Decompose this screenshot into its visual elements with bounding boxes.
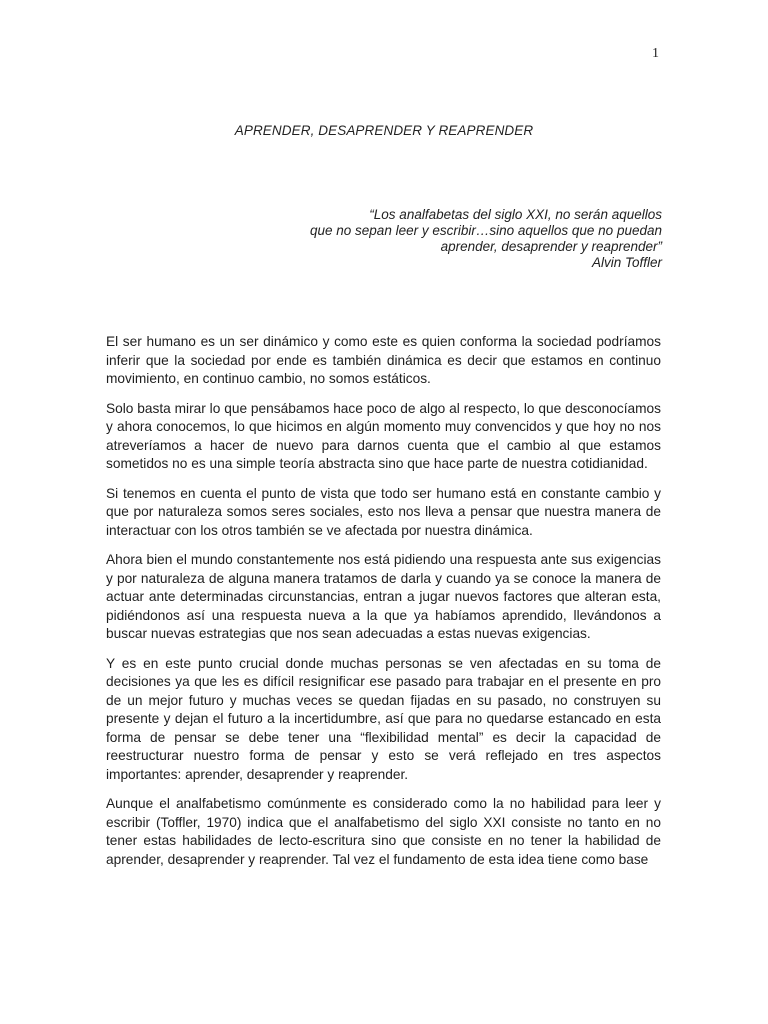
paragraph: El ser humano es un ser dinámico y como este es quien conforma la sociedad podríamos inferir que la sociedad por ende es también dinámica es decir que estamos en continuo movimiento, en continuo cambio, no somos estáticos. xyxy=(106,334,661,386)
epigraph-line: “Los analfabetas del siglo XXI, no serán aquellos xyxy=(369,207,662,222)
paragraph: Aunque el analfabetismo comúnmente es considerado como la no habilidad para leer y escribir (Toffler, 1970) indica que el analfabetismo del siglo XXI consiste no tanto en no tener estas habilidades de lecto-escritura sino que consiste en no tener la habilidad de aprender, desaprender y reaprender. Tal vez el fundamento de esta idea tiene como base xyxy=(106,796,661,867)
paragraph: Y es en este punto crucial donde muchas personas se ven afectadas en su toma de decisiones ya que les es difícil resignificar ese pasado para trabajar en el presente en pro de un mejor futuro y muchas veces se quedan fijadas en su pasado, no construyen su presente y dejan el futuro a la incertidumbre, así que para no quedarse estancado en esta forma de pensar se debe tener una “flexibilidad mental” es decir la capacidad de reestructurar nuestro forma de pensar y esto se verá reflejado en tres aspectos importantes: aprender, desaprender y reaprender. xyxy=(106,655,661,782)
paragraph: Solo basta mirar lo que pensábamos hace poco de algo al respecto, lo que desconocíamos y ahora conocemos, lo que hicimos en algún momento muy convencidos y que hoy no nos atreveríamos a hacer de nuevo para darnos cuenta que el cambio al que estamos sometidos no es una simple teoría abstracta sino que hace parte de nuestra cotidianidad. xyxy=(106,400,661,471)
epigraph-quote xyxy=(242,207,662,271)
document-title: APRENDER, DESAPRENDER Y REAPRENDER xyxy=(234,123,534,138)
page-number: 1 xyxy=(652,46,659,61)
body-text xyxy=(106,333,661,880)
epigraph-line: aprender, desaprender y reaprender” xyxy=(440,239,662,254)
paragraph: Si tenemos en cuenta el punto de vista que todo ser humano está en constante cambio y que por naturaleza somos seres sociales, esto nos lleva a pensar que nuestra manera de interactuar con los otros también se ve afectada por nuestra dinámica. xyxy=(106,485,661,538)
epigraph-line: que no sepan leer y escribir…sino aquellos que no puedan xyxy=(310,223,662,238)
paragraph: Ahora bien el mundo constantemente nos está pidiendo una respuesta ante sus exigencias y por naturaleza de alguna manera tratamos de darla y cuando ya se conoce la manera de actuar ante determinadas circunstancias, entran a jugar nuevos factores que alteran esta, pidiéndonos así una respuesta nueva a la que ya habíamos aprendido, llevándonos a buscar nuevas estrategias que nos sean adecuadas a estas nuevas exigencias. xyxy=(106,552,661,641)
epigraph-author: Alvin Toffler xyxy=(591,255,662,270)
